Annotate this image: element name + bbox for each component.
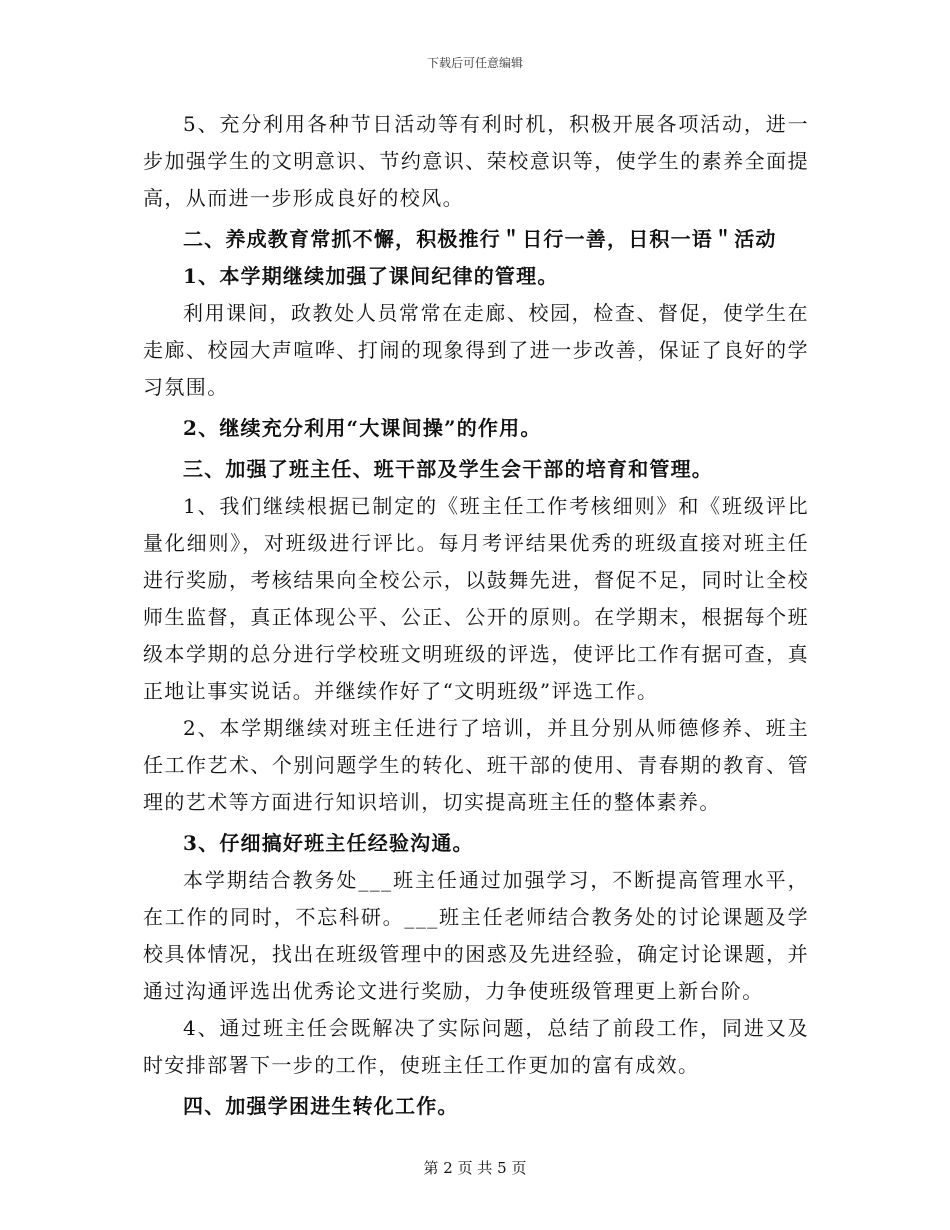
subheading-2-2: 2、继续充分利用“大课间操”的作用。 <box>183 416 542 440</box>
section-heading-2: 二、养成教育常抓不懈，积极推行＂日行一善，日积一语＂活动 <box>183 227 777 251</box>
header-note: 下载后可任意编辑 <box>426 56 523 70</box>
subheading-2-1: 1、本学期继续加强了课间纪律的管理。 <box>183 264 559 288</box>
paragraph-training: 2、本学期继续对班主任进行了培训，并且分别从师德修养、班主任工作艺术、个别问题学生的转化、班干部的使用、青春期的教育、管理的艺术等方面进行知识培训，切实提高班主任的整体素养。 <box>143 716 809 814</box>
page-number: 第 2 页 共 5 页 <box>423 1159 527 1177</box>
paragraph-evaluation: 1、我们继续根据已制定的《班主任工作考核细则》和《班级评比量化细则》，对班级进行评比。每月考评结果优秀的班级直接对班主任进行奖励，考核结果向全校公示，以鼓舞先进，督促不足，同时让全校师生监督，真正体现公平、公正、公开的原则。在学期末，根据每个班级本学期的总分进行学校班文明班级的评选，使评比工作有据可查，真正地让事实说话。并继续作好了“文明班级”评选工作。 <box>143 494 809 703</box>
paragraph-item-5: 5、充分利用各种节日活动等有利时机，积极开展各项活动，进一步加强学生的文明意识、节约意识、荣校意识等，使学生的素养全面提高，从而进一步形成良好的校风。 <box>143 112 809 210</box>
section-heading-4: 四、加强学困进生转化工作。 <box>183 1094 459 1118</box>
subheading-3-3: 3、仔细搞好班主任经验沟通。 <box>183 831 474 855</box>
paragraph-break-discipline: 利用课间，政教处人员常常在走廊、校园，检查、督促，使学生在走廊、校园大声喧哗、打闹的现象得到了进一步改善，保证了良好的学习氛围。 <box>143 301 809 399</box>
paragraph-meeting: 4、通过班主任会既解决了实际问题，总结了前段工作，同进又及时安排部署下一步的工作，使班主任工作更加的富有成效。 <box>143 1016 809 1077</box>
paragraph-experience: 本学期结合教务处___班主任通过加强学习，不断提高管理水平，在工作的同时，不忘科研。___班主任老师结合教务处的讨论课题及学校具体情况，找出在班级管理中的困惑及先进经验，确定讨论课题，并通过沟通评选出优秀论文进行奖励，力争使班级管理更上新台阶。 <box>143 868 809 1003</box>
section-heading-3: 三、加强了班主任、班干部及学生会干部的培育和管理。 <box>183 457 713 481</box>
document-body <box>143 106 809 1125</box>
